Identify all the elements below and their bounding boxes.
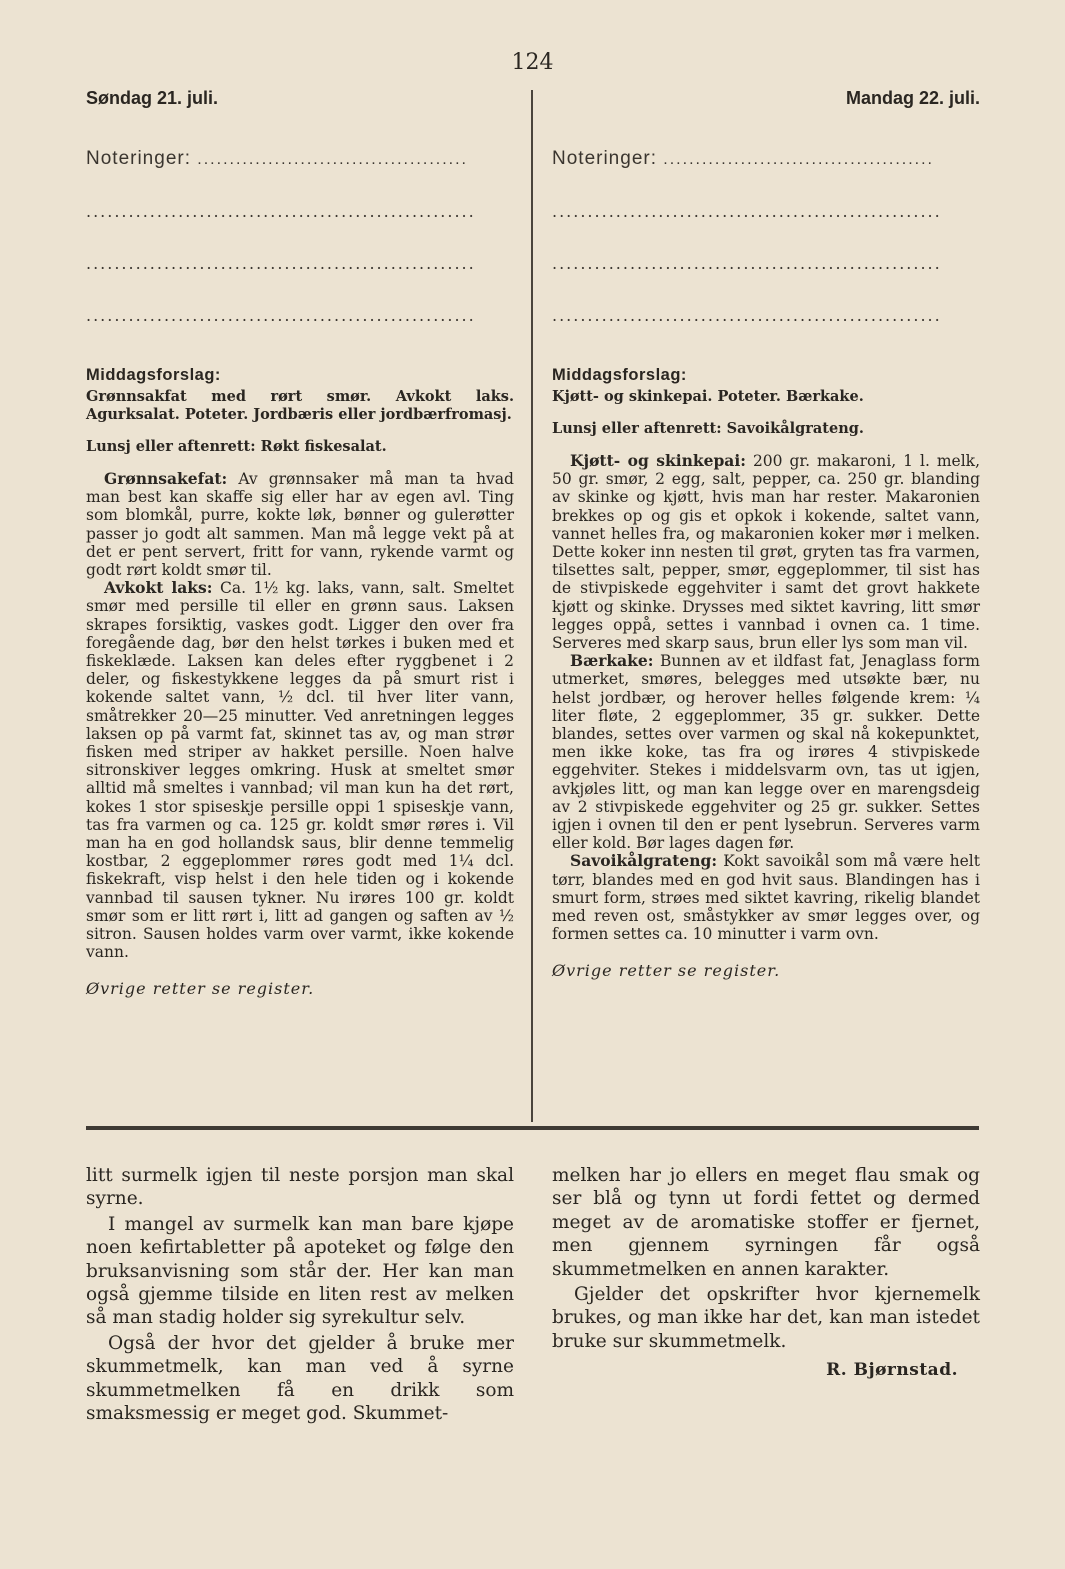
right-recipes xyxy=(552,452,980,943)
right-lunch-dish: Savoikålgrateng. xyxy=(726,420,864,437)
left-notes-dotline: ....................................................... xyxy=(86,202,476,221)
left-day-column xyxy=(86,88,514,998)
recipe xyxy=(552,652,980,852)
right-notes-dotline: ....................................................... xyxy=(552,254,942,273)
recipe-title: Savoikålgrateng: xyxy=(570,851,718,871)
recipe-text: Av grønnsaker må man ta hvad man best kan skaffe sig eller har av egen avl. Ting som blomkål, purre, kokte løk, bønner og gulerøtter passer jo godt alt sammen. Man må legge vekt på at det er pent servert, fritt for vann, rykende varmt og godt rørt koldt smør til. xyxy=(86,470,514,580)
recipe-title: Bærkake: xyxy=(570,651,654,671)
recipe xyxy=(86,470,514,579)
recipe-text: Ca. 1½ kg. laks, vann, salt. Smeltet smør med persille til eller en grønn saus. Laksen skrapes forsiktig, vaskes godt. Ligger den over fra foregående dag, bør den helst tørkes i buken med et fiskeklæde. Laksen kan deles efter ryggbenet i 2 deler, og fiskestykkene legges da på smurt rist i kokende saltet vann, ½ dcl. til hver liter vann, småtrekker 20—25 minutter. Ved anretningen legges laksen op på varmt fat, skinnet tas av, og man strør fisken med striper av hakket persille. Noen halve sitronskiver legges omkring. Husk at smeltet smør alltid må smeltes i vannbad; vil man kun ha det rørt, kokes 1 stor spiseskje persille oppi 1 spiseskje vann, tas fra varmen og ca. 125 gr. koldt smør røres i. Vil man ha en god hollandsk saus, blir denne temmelig kostbar, 2 eggeplommer røres godt med 1¼ dcl. fiskekraft, visp helst i den hele tiden og i kokende vannbad til sausen tykner. Nu irøres 100 gr. koldt smør som er litt rørt i, litt ad gangen og saften av ½ sitron. Sausen holdes varm over varmt, ikke kokende vann. xyxy=(86,579,514,962)
left-notes-dotline: ....................................................... xyxy=(86,306,476,325)
page-number: 124 xyxy=(511,50,554,75)
recipe xyxy=(552,852,980,943)
recipe-title: Kjøtt- og skinkepai: xyxy=(570,451,746,470)
article-paragraph: I mangel av surmelk kan man bare kjøpe noen kefirtabletter på apoteket og følge den bruksanvisning som står der. Her kan man også gjemme tilside en liten rest av melken så man stadig holder sig syrekultur selv. xyxy=(86,1213,514,1329)
article-paragraph: Også der hvor det gjelder å bruke mer skummetmelk, kan man ved å syrne skummetmelken få en drikk som smaksmessig er meget god. Skummet- xyxy=(86,1332,514,1425)
right-lunch-label: Lunsj eller aftenrett: xyxy=(552,420,722,437)
left-notes-dotline: ....................................................... xyxy=(86,254,476,273)
left-notes-label: Noteringer: xyxy=(86,148,191,169)
recipe-text: Bunnen av et ildfast fat, Jenaglass form utmerket, smøres, belegges med utsøkte bær, nu helst jordbær, og herover helles følgende krem: ¼ liter fløte, 2 eggeplommer, 35 gr. sukker. Dette blandes, settes over varmen og skal nå kokepunktet, men ikke koke, tas fra og irøres 4 stivpiskede eggehviter. Stekes i middelsvarm ovn, tas ut igjen, avkjøles litt, og man kan legge over en marengsdeig av 2 stivpiskede eggehviter og 25 gr. sukker. Settes igjen i ovnen til den er pent lysebrun. Serveres varm eller kold. Bør lages dagen før. xyxy=(552,652,980,853)
recipe-text: Kokt savoikål som må være helt tørr, blandes med en god hvit saus. Blandingen has i smurt form, strøes med siktet kavring, rikelig blandet med reven ost, småstykker av smør legges over, og formen settes ca. 10 minutter i varm ovn. xyxy=(552,852,980,944)
left-lunch-label: Lunsj eller aftenrett: xyxy=(86,438,256,455)
column-divider xyxy=(531,90,533,1122)
left-dinner-label: Middagsforslag: xyxy=(86,366,221,384)
article-paragraph: litt surmelk igjen til neste porsjon man skal syrne. xyxy=(86,1165,514,1210)
left-lunch xyxy=(86,438,514,456)
right-dinner-menu: Kjøtt- og skinkepai. Poteter. Bærkake. xyxy=(552,388,864,405)
article-paragraph: melken har jo ellers en meget flau smak og ser blå og tynn ut fordi fettet og dermed meget av de aromatiske stoffer er fjernet, men gjennem syrningen får også skummetmelken en annen karakter. xyxy=(552,1165,980,1280)
article-right-column xyxy=(552,1164,980,1383)
left-more-dishes-note: Øvrige retter se register. xyxy=(86,979,315,999)
article-signature: R. Bjørnstad. xyxy=(826,1360,958,1381)
left-recipes xyxy=(86,470,514,961)
recipe-text: 200 gr. makaroni, 1 l. melk, 50 gr. smør, 2 egg, salt, pepper, ca. 250 gr. blanding av skinke og kjøtt, hvis man har rester. Makaronien brekkes op og gis et opkok i kokende, saltet vann, vannet helles fra, og makaronien koker mør i melken. Dette koker inn nesten til grøt, gryten tas fra varmen, tilsettes salt, pepper, smør, eggeplommer, til sist has de stivpiskede eggehviter i samt det grovt hakkete kjøtt og skinke. Drysses med siktet kavring, litt smør legges oppå, settes i vannbad i ovnen ca. 1 time. Serveres med skarp saus, brun eller lys som man vil. xyxy=(552,452,981,653)
right-lunch xyxy=(552,420,980,438)
article-paragraph: Gjelder det opskrifter hvor kjernemelk brukes, og man ikke har det, kan man istedet bruke sur skummetmelk. xyxy=(552,1284,980,1352)
article-left-column xyxy=(86,1164,514,1425)
recipe-title: Grønnsakefat: xyxy=(104,469,228,488)
right-dinner-label: Middagsforslag: xyxy=(552,366,687,384)
left-day-title: Søndag 21. juli. xyxy=(86,88,219,108)
right-notes-line: Noteringer: .......................................... xyxy=(552,148,934,169)
right-notes-dotline: ....................................................... xyxy=(552,202,942,221)
right-day-title: Mandag 22. juli. xyxy=(845,88,980,108)
right-notes-dotline: ....................................................... xyxy=(552,306,942,325)
right-notes-label: Noteringer: xyxy=(552,148,657,169)
left-notes-line: Noteringer: .......................................... xyxy=(86,148,468,169)
right-more-dishes-note: Øvrige retter se register. xyxy=(552,961,781,981)
horizontal-rule xyxy=(86,1126,979,1130)
recipe xyxy=(86,579,514,961)
left-dinner-menu: Grønnsakfat med rørt smør. Avkokt laks. Agurksalat. Poteter. Jordbæris eller jordbærfromasj. xyxy=(86,388,514,423)
right-day-column xyxy=(552,88,980,980)
recipe-title: Avkokt laks: xyxy=(104,578,213,598)
left-lunch-dish: Røkt fiskesalat. xyxy=(260,438,387,455)
recipe xyxy=(552,452,980,652)
